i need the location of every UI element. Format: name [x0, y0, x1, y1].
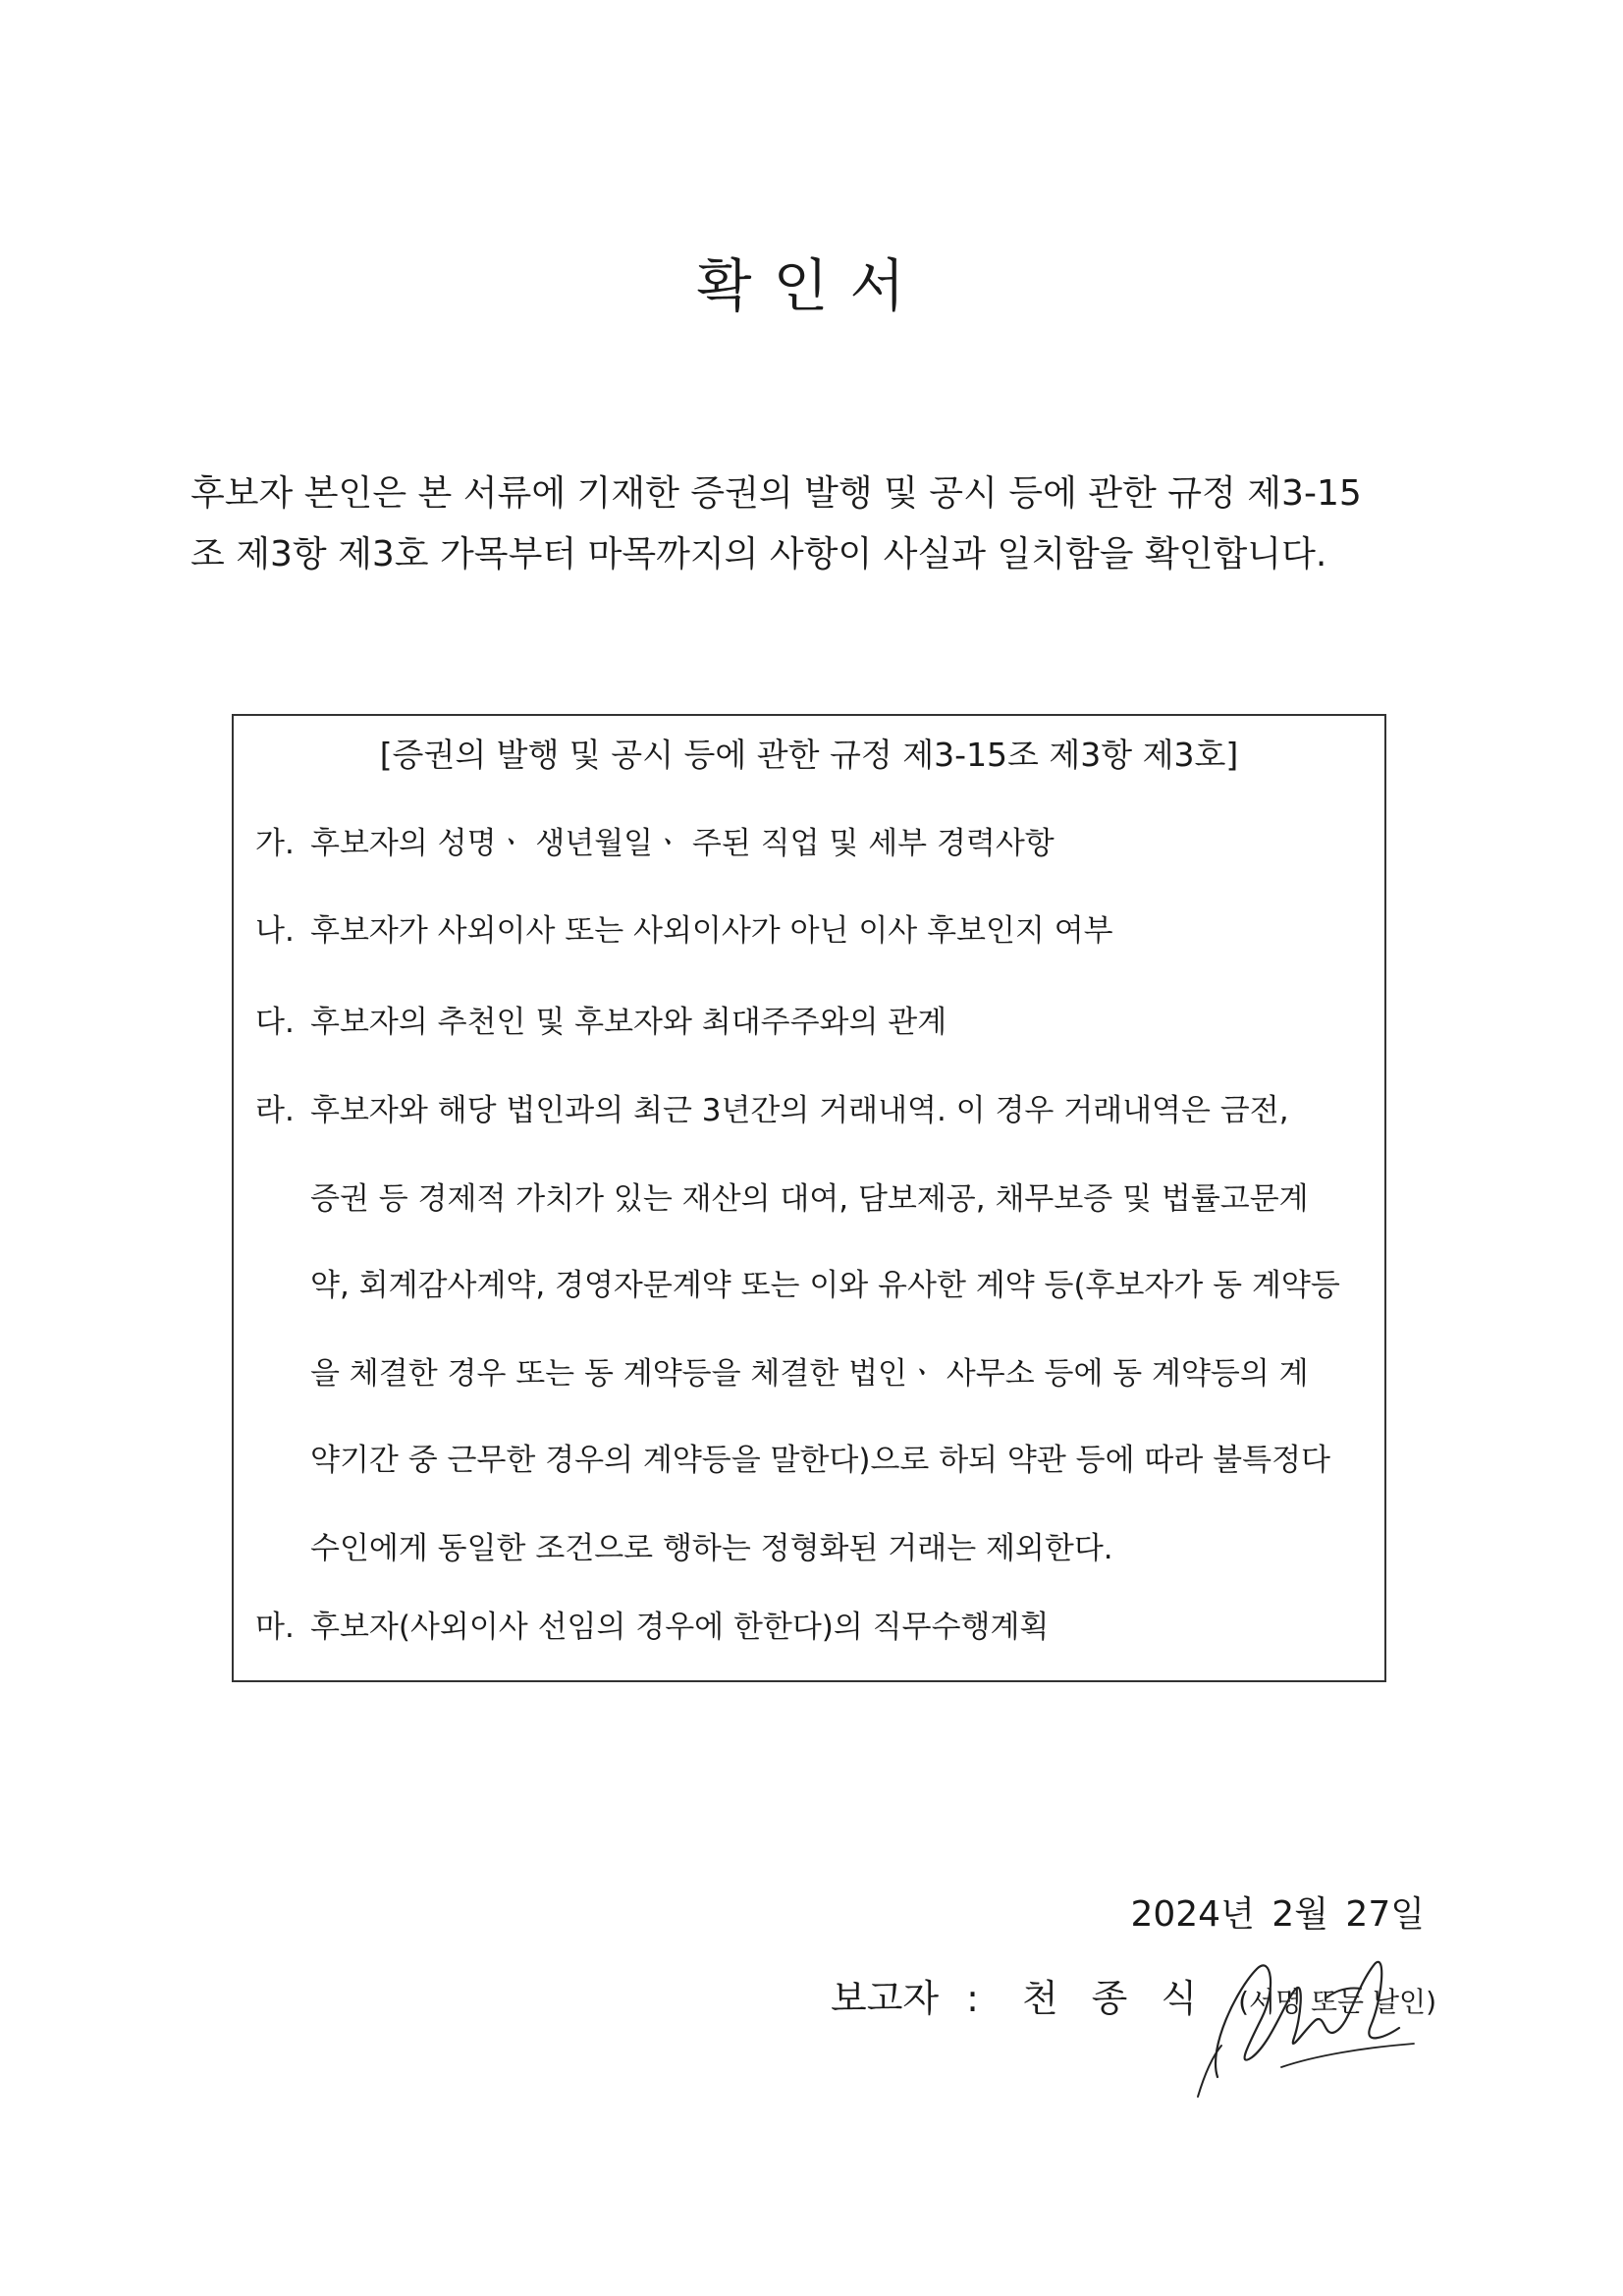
regulation-box-heading: [증권의 발행 및 공시 등에 관한 규정 제3-15조 제3항 제3호]	[379, 736, 1239, 774]
intro-line-2: 조 제3항 제3호 가목부터 마목까지의 사항이 사실과 일치함을 확인합니다.	[190, 534, 1327, 574]
list-item-text: 후보자(사외이사 선임의 경우에 한한다)의 직무수행계획	[310, 1610, 1050, 1645]
reporter-colon: :	[966, 1977, 979, 2020]
intro-line-1: 후보자 본인은 본 서류에 기재한 증권의 발행 및 공시 등에 관한 규정 제3-15	[190, 473, 1362, 514]
document-date: 2024년 2월 27일	[1130, 1894, 1425, 1935]
list-item-ra-continuation: 증권 등 경제적 가치가 있는 재산의 대여, 담보제공, 채무보증 및 법률고문계	[310, 1181, 1309, 1217]
list-item-marker: 가.	[255, 826, 295, 861]
list-item-marker: 다.	[255, 1005, 295, 1040]
list-item-ra-continuation: 약, 회계감사계약, 경영자문계약 또는 이와 유사한 계약 등(후보자가 동 계약등	[310, 1268, 1340, 1303]
list-item-marker: 라.	[255, 1093, 295, 1128]
list-item-text: 후보자가 사외이사 또는 사외이사가 아닌 이사 후보인지 여부	[310, 913, 1113, 949]
page-title: 확인서	[696, 252, 927, 319]
list-item-text: 후보자의 성명ㆍ 생년월일ㆍ 주된 직업 및 세부 경력사항	[310, 826, 1055, 861]
reporter-name: 천종식	[1021, 1977, 1231, 2020]
list-item-ga	[255, 822, 1055, 865]
reporter-label: 보고자	[831, 1977, 940, 2020]
handwritten-signature	[1178, 1930, 1434, 2106]
list-item-ra-continuation: 을 체결한 경우 또는 동 계약등을 체결한 법인ㆍ 사무소 등에 동 계약등의 계	[310, 1356, 1309, 1392]
list-item-text: 후보자와 해당 법인과의 최근 3년간의 거래내역. 이 경우 거래내역은 금전,	[310, 1093, 1289, 1128]
list-item-text: 후보자의 추천인 및 후보자와 최대주주와의 관계	[310, 1005, 947, 1040]
list-item-marker: 마.	[255, 1610, 295, 1645]
list-item-da	[255, 1001, 947, 1044]
list-item-na	[255, 909, 1113, 953]
list-item-ma	[255, 1606, 1049, 1649]
list-item-ra	[255, 1089, 1289, 1132]
signature-note: (서명 또는 날인)	[1238, 1986, 1436, 2018]
regulation-box	[232, 714, 1386, 1682]
list-item-ra-continuation: 수인에게 동일한 조건으로 행하는 정형화된 거래는 제외한다.	[310, 1531, 1113, 1566]
list-item-marker: 나.	[255, 913, 295, 949]
list-item-ra-continuation: 약기간 중 근무한 경우의 계약등을 말한다)으로 하되 약관 등에 따라 불특정다	[310, 1443, 1330, 1478]
intro-paragraph	[190, 464, 1447, 585]
